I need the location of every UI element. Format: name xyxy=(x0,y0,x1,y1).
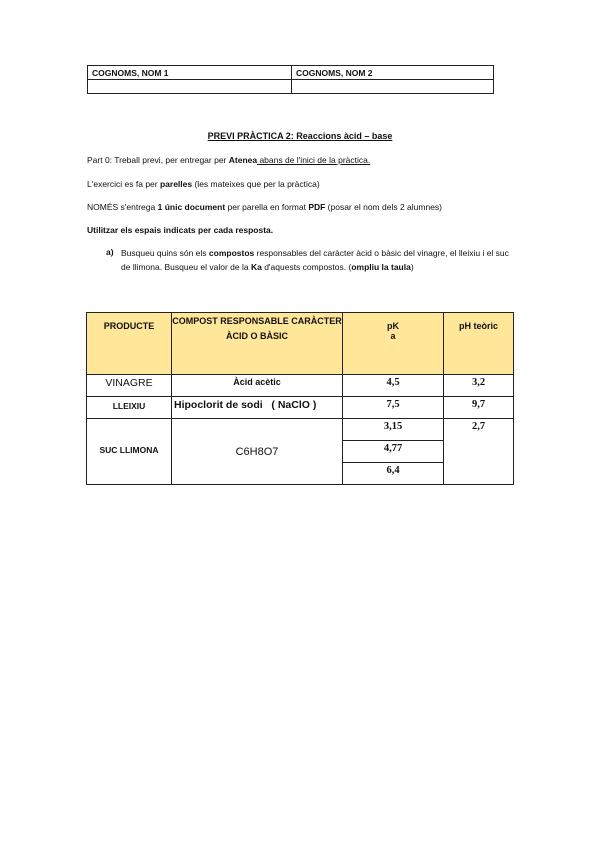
qa-b2: Ka xyxy=(250,262,262,272)
name1-header: COGNOMS, NOM 1 xyxy=(88,66,292,80)
cell-pka1: 3,15 xyxy=(343,419,444,441)
qa-t4: ) xyxy=(410,262,414,272)
qa-t1: Busqueu quins són els xyxy=(121,248,209,258)
part0-deadline: abans de l'inici de la pràctica. xyxy=(257,155,371,165)
header-pk-text: pK xyxy=(387,321,399,331)
table-row xyxy=(87,419,514,441)
name1-field[interactable] xyxy=(88,80,292,94)
submission-bold1: 1 únic document xyxy=(157,202,226,212)
cell-ph: 3,2 xyxy=(444,375,514,397)
header-pk-sub: a xyxy=(390,331,396,341)
table-row xyxy=(87,375,514,397)
qa-b1: compostos xyxy=(208,248,255,258)
compounds-table xyxy=(86,312,514,485)
cell-producte: SUC LLIMONA xyxy=(87,419,172,485)
cell-pka: 7,5 xyxy=(343,397,444,419)
question-a-text xyxy=(121,246,516,274)
submission-text: NOMÉS s'entrega xyxy=(87,202,158,212)
instructions-line: Utilitzar els espais indicats per cada resposta. xyxy=(87,225,274,235)
question-a-label: a) xyxy=(106,247,114,257)
pairs-line xyxy=(87,179,320,189)
names-table xyxy=(87,65,494,94)
submission-post: (posar el nom dels 2 alumnes) xyxy=(325,202,443,212)
cell-pka: 4,5 xyxy=(343,375,444,397)
cell-pka3: 6,4 xyxy=(343,463,444,485)
cell-ph: 2,7 xyxy=(444,419,514,485)
part0-atenea: Atenea xyxy=(228,155,258,165)
name2-field[interactable] xyxy=(292,80,494,94)
qa-t3: d'aquests compostos. ( xyxy=(261,262,352,272)
submission-bold2: PDF xyxy=(308,202,326,212)
cell-producte: VINAGRE xyxy=(87,375,172,397)
cell-compost: Hipoclorit de sodi ( NaClO ) xyxy=(172,397,343,419)
header-producte: PRODUCTE xyxy=(87,313,172,375)
part0-line xyxy=(87,155,370,165)
pairs-text: L'exercici es fa per xyxy=(87,179,160,189)
pairs-post: (les mateixes que per la pràctica) xyxy=(192,179,320,189)
qa-t2: responsables del caràcter àcid o bàsic del vinagre, el lleixiu i el suc de llimona. Busqueu el valor de la xyxy=(121,248,509,272)
header-ph: pH teòric xyxy=(444,313,514,375)
pairs-bold: parelles xyxy=(159,179,193,189)
header-pka xyxy=(343,313,444,375)
part0-text: Part 0: Treball previ, per entregar per xyxy=(87,155,229,165)
page-title: PREVI PRÀCTICA 2: Reaccions àcid – base xyxy=(207,131,393,141)
name2-header: COGNOMS, NOM 2 xyxy=(292,66,494,80)
cell-ph: 9,7 xyxy=(444,397,514,419)
header-compost: COMPOST RESPONSABLE CARÀCTER ÀCID O BÀSIC xyxy=(172,313,343,375)
qa-b3: ompliu la taula xyxy=(351,262,411,272)
table-row xyxy=(87,397,514,419)
cell-compost: C6H8O7 xyxy=(172,419,343,485)
cell-pka2: 4,77 xyxy=(343,441,444,463)
submission-mid: per parella en format xyxy=(225,202,309,212)
cell-compost: Àcid acètic xyxy=(172,375,343,397)
submission-line xyxy=(87,202,442,212)
cell-producte: LLEIXIU xyxy=(87,397,172,419)
